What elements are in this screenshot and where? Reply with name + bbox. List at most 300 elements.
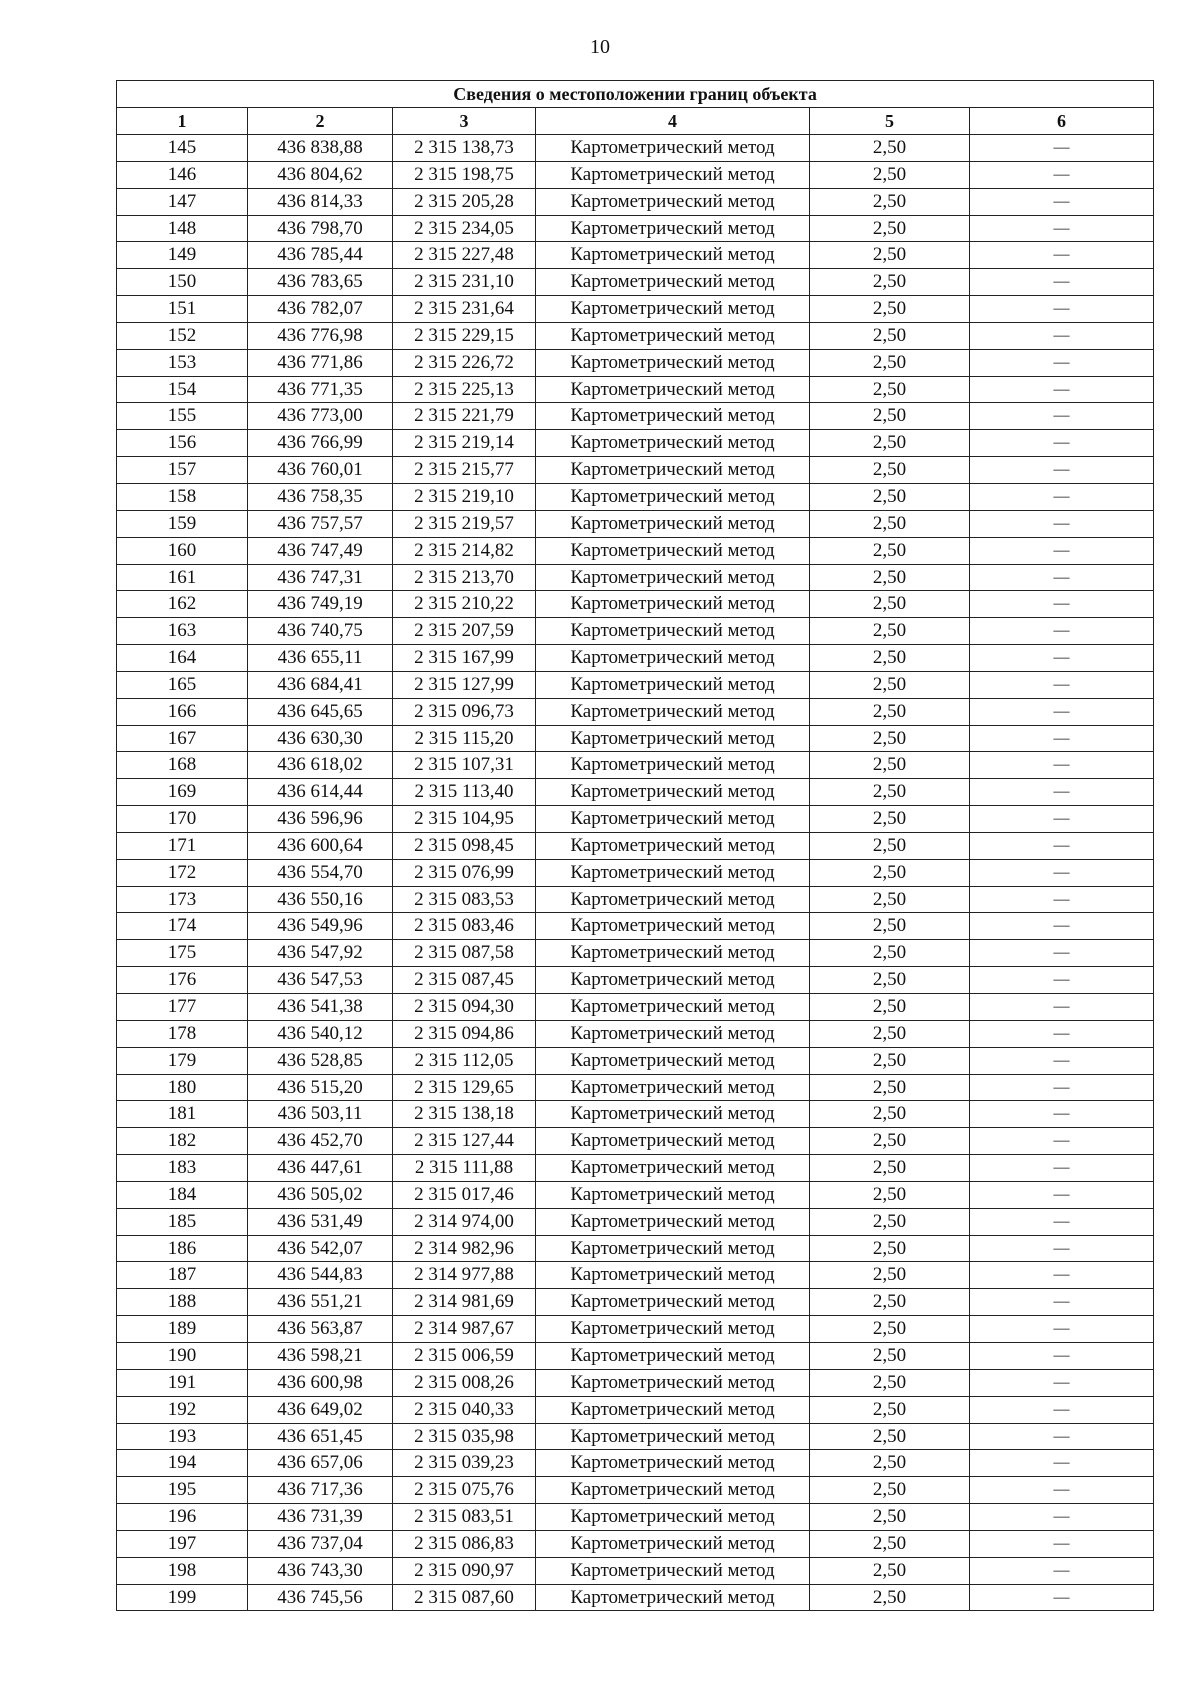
extra-cell: — [970, 779, 1154, 806]
accuracy-cell: 2,50 [810, 994, 970, 1021]
method-cell: Картометрический метод [536, 1208, 810, 1235]
x-coordinate-cell: 436 645,65 [248, 698, 393, 725]
y-coordinate-cell: 2 315 076,99 [393, 859, 536, 886]
extra-cell: — [970, 1316, 1154, 1343]
extra-cell: — [970, 349, 1154, 376]
table-row [117, 698, 1154, 725]
accuracy-cell: 2,50 [810, 1477, 970, 1504]
table-row [117, 886, 1154, 913]
method-cell: Картометрический метод [536, 1423, 810, 1450]
column-header-3: 3 [393, 108, 536, 135]
x-coordinate-cell: 436 737,04 [248, 1530, 393, 1557]
accuracy-cell: 2,50 [810, 564, 970, 591]
table-row [117, 1262, 1154, 1289]
extra-cell: — [970, 269, 1154, 296]
method-cell: Картометрический метод [536, 994, 810, 1021]
extra-cell: — [970, 135, 1154, 162]
point-number-cell: 173 [117, 886, 248, 913]
extra-cell: — [970, 510, 1154, 537]
x-coordinate-cell: 436 596,96 [248, 806, 393, 833]
accuracy-cell: 2,50 [810, 913, 970, 940]
y-coordinate-cell: 2 314 977,88 [393, 1262, 536, 1289]
accuracy-cell: 2,50 [810, 1289, 970, 1316]
point-number-cell: 146 [117, 161, 248, 188]
accuracy-cell: 2,50 [810, 1504, 970, 1531]
accuracy-cell: 2,50 [810, 1047, 970, 1074]
point-number-cell: 166 [117, 698, 248, 725]
table-row [117, 779, 1154, 806]
accuracy-cell: 2,50 [810, 296, 970, 323]
table-row [117, 1047, 1154, 1074]
extra-cell: — [970, 1074, 1154, 1101]
point-number-cell: 194 [117, 1450, 248, 1477]
accuracy-cell: 2,50 [810, 886, 970, 913]
table-row [117, 1450, 1154, 1477]
table-title: Сведения о местоположении границ объекта [117, 81, 1154, 108]
x-coordinate-cell: 436 554,70 [248, 859, 393, 886]
table-row [117, 457, 1154, 484]
accuracy-cell: 2,50 [810, 161, 970, 188]
x-coordinate-cell: 436 717,36 [248, 1477, 393, 1504]
method-cell: Картометрический метод [536, 645, 810, 672]
y-coordinate-cell: 2 315 226,72 [393, 349, 536, 376]
method-cell: Картометрический метод [536, 1289, 810, 1316]
method-cell: Картометрический метод [536, 1342, 810, 1369]
method-cell: Картометрический метод [536, 564, 810, 591]
point-number-cell: 169 [117, 779, 248, 806]
method-cell: Картометрический метод [536, 725, 810, 752]
table-row [117, 1235, 1154, 1262]
column-header-2: 2 [248, 108, 393, 135]
accuracy-cell: 2,50 [810, 1342, 970, 1369]
point-number-cell: 183 [117, 1155, 248, 1182]
point-number-cell: 199 [117, 1584, 248, 1611]
extra-cell: — [970, 376, 1154, 403]
x-coordinate-cell: 436 447,61 [248, 1155, 393, 1182]
extra-cell: — [970, 1450, 1154, 1477]
accuracy-cell: 2,50 [810, 376, 970, 403]
point-number-cell: 196 [117, 1504, 248, 1531]
column-numbers-row [117, 108, 1154, 135]
accuracy-cell: 2,50 [810, 1208, 970, 1235]
x-coordinate-cell: 436 747,49 [248, 537, 393, 564]
point-number-cell: 171 [117, 832, 248, 859]
table-row [117, 483, 1154, 510]
extra-cell: — [970, 1369, 1154, 1396]
accuracy-cell: 2,50 [810, 1128, 970, 1155]
point-number-cell: 147 [117, 188, 248, 215]
table-row [117, 215, 1154, 242]
method-cell: Картометрический метод [536, 1450, 810, 1477]
method-cell: Картометрический метод [536, 1047, 810, 1074]
table-row [117, 859, 1154, 886]
y-coordinate-cell: 2 315 231,64 [393, 296, 536, 323]
accuracy-cell: 2,50 [810, 1530, 970, 1557]
x-coordinate-cell: 436 549,96 [248, 913, 393, 940]
method-cell: Картометрический метод [536, 269, 810, 296]
y-coordinate-cell: 2 315 017,46 [393, 1181, 536, 1208]
x-coordinate-cell: 436 740,75 [248, 618, 393, 645]
x-coordinate-cell: 436 547,53 [248, 967, 393, 994]
table-row [117, 618, 1154, 645]
x-coordinate-cell: 436 760,01 [248, 457, 393, 484]
table-row [117, 161, 1154, 188]
table-row [117, 537, 1154, 564]
extra-cell: — [970, 913, 1154, 940]
y-coordinate-cell: 2 315 219,57 [393, 510, 536, 537]
accuracy-cell: 2,50 [810, 1155, 970, 1182]
y-coordinate-cell: 2 315 210,22 [393, 591, 536, 618]
accuracy-cell: 2,50 [810, 430, 970, 457]
y-coordinate-cell: 2 314 982,96 [393, 1235, 536, 1262]
extra-cell: — [970, 725, 1154, 752]
point-number-cell: 159 [117, 510, 248, 537]
method-cell: Картометрический метод [536, 188, 810, 215]
method-cell: Картометрический метод [536, 537, 810, 564]
table-row [117, 1342, 1154, 1369]
accuracy-cell: 2,50 [810, 1020, 970, 1047]
table-row [117, 967, 1154, 994]
y-coordinate-cell: 2 315 127,99 [393, 671, 536, 698]
x-coordinate-cell: 436 743,30 [248, 1557, 393, 1584]
extra-cell: — [970, 967, 1154, 994]
x-coordinate-cell: 436 531,49 [248, 1208, 393, 1235]
point-number-cell: 161 [117, 564, 248, 591]
accuracy-cell: 2,50 [810, 349, 970, 376]
table-row [117, 135, 1154, 162]
method-cell: Картометрический метод [536, 1396, 810, 1423]
extra-cell: — [970, 1289, 1154, 1316]
point-number-cell: 174 [117, 913, 248, 940]
accuracy-cell: 2,50 [810, 457, 970, 484]
table-row [117, 591, 1154, 618]
accuracy-cell: 2,50 [810, 779, 970, 806]
point-number-cell: 188 [117, 1289, 248, 1316]
method-cell: Картометрический метод [536, 430, 810, 457]
y-coordinate-cell: 2 315 229,15 [393, 322, 536, 349]
accuracy-cell: 2,50 [810, 1074, 970, 1101]
extra-cell: — [970, 1181, 1154, 1208]
y-coordinate-cell: 2 315 039,23 [393, 1450, 536, 1477]
point-number-cell: 186 [117, 1235, 248, 1262]
point-number-cell: 182 [117, 1128, 248, 1155]
point-number-cell: 190 [117, 1342, 248, 1369]
method-cell: Картометрический метод [536, 752, 810, 779]
y-coordinate-cell: 2 315 075,76 [393, 1477, 536, 1504]
accuracy-cell: 2,50 [810, 483, 970, 510]
extra-cell: — [970, 215, 1154, 242]
y-coordinate-cell: 2 315 112,05 [393, 1047, 536, 1074]
point-number-cell: 191 [117, 1369, 248, 1396]
y-coordinate-cell: 2 315 231,10 [393, 269, 536, 296]
point-number-cell: 163 [117, 618, 248, 645]
method-cell: Картометрический метод [536, 913, 810, 940]
table-row [117, 1101, 1154, 1128]
point-number-cell: 164 [117, 645, 248, 672]
y-coordinate-cell: 2 315 083,53 [393, 886, 536, 913]
accuracy-cell: 2,50 [810, 510, 970, 537]
y-coordinate-cell: 2 315 107,31 [393, 752, 536, 779]
x-coordinate-cell: 436 798,70 [248, 215, 393, 242]
table-row [117, 376, 1154, 403]
y-coordinate-cell: 2 315 214,82 [393, 537, 536, 564]
method-cell: Картометрический метод [536, 1235, 810, 1262]
accuracy-cell: 2,50 [810, 832, 970, 859]
extra-cell: — [970, 457, 1154, 484]
accuracy-cell: 2,50 [810, 752, 970, 779]
point-number-cell: 150 [117, 269, 248, 296]
extra-cell: — [970, 886, 1154, 913]
extra-cell: — [970, 296, 1154, 323]
table-row [117, 1477, 1154, 1504]
method-cell: Картометрический метод [536, 322, 810, 349]
extra-cell: — [970, 564, 1154, 591]
table-row [117, 1181, 1154, 1208]
extra-cell: — [970, 1235, 1154, 1262]
x-coordinate-cell: 436 598,21 [248, 1342, 393, 1369]
y-coordinate-cell: 2 315 006,59 [393, 1342, 536, 1369]
table-row [117, 1369, 1154, 1396]
table-row [117, 913, 1154, 940]
extra-cell: — [970, 483, 1154, 510]
table-row [117, 510, 1154, 537]
method-cell: Картометрический метод [536, 1020, 810, 1047]
point-number-cell: 162 [117, 591, 248, 618]
x-coordinate-cell: 436 804,62 [248, 161, 393, 188]
accuracy-cell: 2,50 [810, 806, 970, 833]
accuracy-cell: 2,50 [810, 645, 970, 672]
extra-cell: — [970, 940, 1154, 967]
x-coordinate-cell: 436 540,12 [248, 1020, 393, 1047]
accuracy-cell: 2,50 [810, 242, 970, 269]
extra-cell: — [970, 859, 1154, 886]
point-number-cell: 145 [117, 135, 248, 162]
method-cell: Картометрический метод [536, 1101, 810, 1128]
x-coordinate-cell: 436 614,44 [248, 779, 393, 806]
method-cell: Картометрический метод [536, 779, 810, 806]
table-row [117, 322, 1154, 349]
point-number-cell: 165 [117, 671, 248, 698]
table-row [117, 832, 1154, 859]
extra-cell: — [970, 242, 1154, 269]
table-row [117, 1316, 1154, 1343]
column-header-6: 6 [970, 108, 1154, 135]
y-coordinate-cell: 2 315 138,73 [393, 135, 536, 162]
point-number-cell: 179 [117, 1047, 248, 1074]
method-cell: Картометрический метод [536, 1181, 810, 1208]
column-header-4: 4 [536, 108, 810, 135]
extra-cell: — [970, 832, 1154, 859]
method-cell: Картометрический метод [536, 135, 810, 162]
page-number: 10 [590, 36, 610, 58]
extra-cell: — [970, 188, 1154, 215]
accuracy-cell: 2,50 [810, 671, 970, 698]
x-coordinate-cell: 436 651,45 [248, 1423, 393, 1450]
method-cell: Картометрический метод [536, 457, 810, 484]
y-coordinate-cell: 2 314 981,69 [393, 1289, 536, 1316]
table-row [117, 994, 1154, 1021]
y-coordinate-cell: 2 315 207,59 [393, 618, 536, 645]
method-cell: Картометрический метод [536, 1155, 810, 1182]
x-coordinate-cell: 436 563,87 [248, 1316, 393, 1343]
point-number-cell: 198 [117, 1557, 248, 1584]
extra-cell: — [970, 403, 1154, 430]
accuracy-cell: 2,50 [810, 1396, 970, 1423]
accuracy-cell: 2,50 [810, 269, 970, 296]
x-coordinate-cell: 436 544,83 [248, 1262, 393, 1289]
method-cell: Картометрический метод [536, 1128, 810, 1155]
x-coordinate-cell: 436 771,86 [248, 349, 393, 376]
extra-cell: — [970, 994, 1154, 1021]
method-cell: Картометрический метод [536, 1504, 810, 1531]
extra-cell: — [970, 1557, 1154, 1584]
table-row [117, 188, 1154, 215]
table-row [117, 1128, 1154, 1155]
extra-cell: — [970, 1342, 1154, 1369]
x-coordinate-cell: 436 452,70 [248, 1128, 393, 1155]
y-coordinate-cell: 2 315 219,10 [393, 483, 536, 510]
y-coordinate-cell: 2 315 096,73 [393, 698, 536, 725]
x-coordinate-cell: 436 551,21 [248, 1289, 393, 1316]
x-coordinate-cell: 436 838,88 [248, 135, 393, 162]
extra-cell: — [970, 1262, 1154, 1289]
x-coordinate-cell: 436 771,35 [248, 376, 393, 403]
extra-cell: — [970, 1047, 1154, 1074]
accuracy-cell: 2,50 [810, 537, 970, 564]
y-coordinate-cell: 2 314 974,00 [393, 1208, 536, 1235]
x-coordinate-cell: 436 783,65 [248, 269, 393, 296]
method-cell: Картометрический метод [536, 1262, 810, 1289]
method-cell: Картометрический метод [536, 806, 810, 833]
method-cell: Картометрический метод [536, 886, 810, 913]
extra-cell: — [970, 430, 1154, 457]
point-number-cell: 151 [117, 296, 248, 323]
table-row [117, 242, 1154, 269]
table-row [117, 1208, 1154, 1235]
accuracy-cell: 2,50 [810, 1450, 970, 1477]
x-coordinate-cell: 436 547,92 [248, 940, 393, 967]
extra-cell: — [970, 1128, 1154, 1155]
accuracy-cell: 2,50 [810, 1584, 970, 1611]
table-row [117, 1074, 1154, 1101]
point-number-cell: 157 [117, 457, 248, 484]
y-coordinate-cell: 2 315 138,18 [393, 1101, 536, 1128]
accuracy-cell: 2,50 [810, 1557, 970, 1584]
accuracy-cell: 2,50 [810, 135, 970, 162]
extra-cell: — [970, 1396, 1154, 1423]
accuracy-cell: 2,50 [810, 1101, 970, 1128]
y-coordinate-cell: 2 315 090,97 [393, 1557, 536, 1584]
method-cell: Картометрический метод [536, 242, 810, 269]
y-coordinate-cell: 2 315 205,28 [393, 188, 536, 215]
extra-cell: — [970, 1504, 1154, 1531]
x-coordinate-cell: 436 731,39 [248, 1504, 393, 1531]
point-number-cell: 192 [117, 1396, 248, 1423]
y-coordinate-cell: 2 315 087,45 [393, 967, 536, 994]
x-coordinate-cell: 436 657,06 [248, 1450, 393, 1477]
y-coordinate-cell: 2 315 129,65 [393, 1074, 536, 1101]
table-row [117, 296, 1154, 323]
table-row [117, 1396, 1154, 1423]
table-row [117, 806, 1154, 833]
extra-cell: — [970, 1208, 1154, 1235]
x-coordinate-cell: 436 600,98 [248, 1369, 393, 1396]
x-coordinate-cell: 436 814,33 [248, 188, 393, 215]
extra-cell: — [970, 1423, 1154, 1450]
extra-cell: — [970, 806, 1154, 833]
point-number-cell: 149 [117, 242, 248, 269]
y-coordinate-cell: 2 315 087,58 [393, 940, 536, 967]
y-coordinate-cell: 2 315 115,20 [393, 725, 536, 752]
table-row [117, 725, 1154, 752]
y-coordinate-cell: 2 315 234,05 [393, 215, 536, 242]
accuracy-cell: 2,50 [810, 591, 970, 618]
method-cell: Картометрический метод [536, 671, 810, 698]
point-number-cell: 189 [117, 1316, 248, 1343]
method-cell: Картометрический метод [536, 403, 810, 430]
point-number-cell: 178 [117, 1020, 248, 1047]
y-coordinate-cell: 2 315 215,77 [393, 457, 536, 484]
method-cell: Картометрический метод [536, 483, 810, 510]
point-number-cell: 197 [117, 1530, 248, 1557]
point-number-cell: 181 [117, 1101, 248, 1128]
x-coordinate-cell: 436 618,02 [248, 752, 393, 779]
method-cell: Картометрический метод [536, 618, 810, 645]
point-number-cell: 155 [117, 403, 248, 430]
x-coordinate-cell: 436 776,98 [248, 322, 393, 349]
accuracy-cell: 2,50 [810, 215, 970, 242]
point-number-cell: 168 [117, 752, 248, 779]
method-cell: Картометрический метод [536, 1074, 810, 1101]
table-row [117, 403, 1154, 430]
x-coordinate-cell: 436 515,20 [248, 1074, 393, 1101]
x-coordinate-cell: 436 766,99 [248, 430, 393, 457]
x-coordinate-cell: 436 600,64 [248, 832, 393, 859]
accuracy-cell: 2,50 [810, 940, 970, 967]
x-coordinate-cell: 436 785,44 [248, 242, 393, 269]
method-cell: Картометрический метод [536, 215, 810, 242]
extra-cell: — [970, 618, 1154, 645]
y-coordinate-cell: 2 315 221,79 [393, 403, 536, 430]
point-number-cell: 177 [117, 994, 248, 1021]
method-cell: Картометрический метод [536, 376, 810, 403]
extra-cell: — [970, 698, 1154, 725]
x-coordinate-cell: 436 745,56 [248, 1584, 393, 1611]
x-coordinate-cell: 436 773,00 [248, 403, 393, 430]
table-row [117, 1557, 1154, 1584]
method-cell: Картометрический метод [536, 1477, 810, 1504]
accuracy-cell: 2,50 [810, 1423, 970, 1450]
accuracy-cell: 2,50 [810, 618, 970, 645]
method-cell: Картометрический метод [536, 1316, 810, 1343]
table-body [117, 135, 1154, 1611]
y-coordinate-cell: 2 315 225,13 [393, 376, 536, 403]
table-row [117, 1020, 1154, 1047]
y-coordinate-cell: 2 315 083,46 [393, 913, 536, 940]
extra-cell: — [970, 161, 1154, 188]
y-coordinate-cell: 2 315 094,30 [393, 994, 536, 1021]
y-coordinate-cell: 2 315 167,99 [393, 645, 536, 672]
y-coordinate-cell: 2 315 113,40 [393, 779, 536, 806]
method-cell: Картометрический метод [536, 859, 810, 886]
method-cell: Картометрический метод [536, 940, 810, 967]
point-number-cell: 160 [117, 537, 248, 564]
extra-cell: — [970, 1530, 1154, 1557]
y-coordinate-cell: 2 315 083,51 [393, 1504, 536, 1531]
table-row [117, 1423, 1154, 1450]
y-coordinate-cell: 2 315 104,95 [393, 806, 536, 833]
extra-cell: — [970, 752, 1154, 779]
